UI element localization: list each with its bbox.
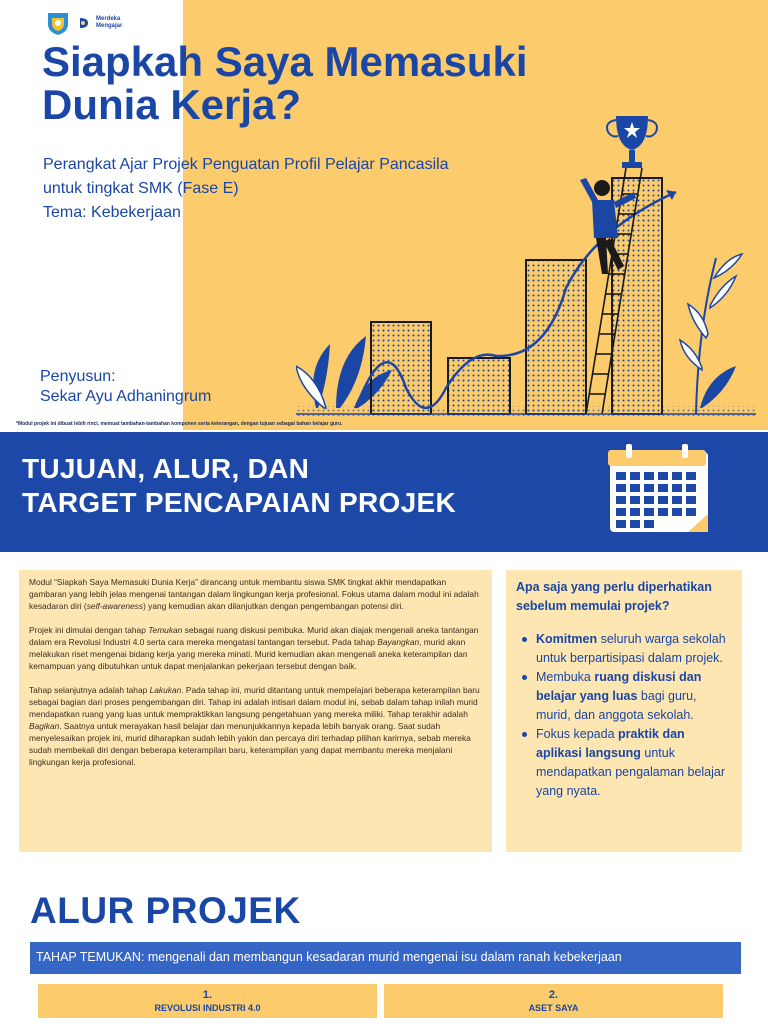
author-name: Sekar Ayu Adhaningrum — [40, 388, 212, 405]
checklist-question: Apa saja yang perlu diperhatikan sebelum memulai projek? — [516, 580, 712, 613]
page-title: Siapkah Saya Memasuki Dunia Kerja? — [42, 38, 528, 128]
tahap-temukan-bar: TAHAP TEMUKAN: mengenali dan membangun kesadaran murid mengenai isu dalam ranah kebekerjaan — [30, 942, 741, 974]
logo-text: Merdeka Mengajar — [96, 16, 123, 29]
step-number: 2. — [548, 989, 559, 1001]
section-banner — [0, 432, 768, 552]
author-block — [40, 367, 211, 407]
trophy-icon — [607, 116, 657, 168]
section-title — [22, 452, 456, 520]
logo-group — [44, 10, 126, 36]
footnote: *Modul projek ini dibuat lebih rinci, memuat tambahan-tambahan komponen serta keterangan, dengan tujuan sebagai bahan belajar guru. — [16, 421, 343, 427]
subtitle-line: Perangkat Ajar Projek Penguatan Profil Pelajar Pancasila — [43, 156, 449, 173]
plant-right-icon — [680, 254, 742, 414]
description-paragraph: Tahap selanjutnya adalah tahap Lakukan. Pada tahap ini, murid ditantang untuk mempelajari beberapa keterampilan baru sebagai bagian dari proses pengembangan diri. Tahap ini adalah intisari dalam modul ini, sebab dalam tahap inilah murid mendapatkan ruang yang luas untuk mempraktikkan langsung pengetahuan yang mereka miliki. Tahap terakhir adalah Bagikan. Saatnya untuk merayakan hasil belajar dan menunjukkannya kepada lebih banyak orang. Saat sudah menyelesaikan projek ini, murid diharapkan sudah lebih yakin dan percaya diri terhadap pilihan karirnya, sebab mereka sudah membekali diri dengan beberapa keterampilan baru, keterampilan yang dapat membantu mereka menjalani lingkungan kerja profesional. — [29, 685, 480, 767]
tut-wuri-emblem-icon — [44, 10, 72, 36]
bullet-icon — [522, 637, 527, 642]
step-name: ASET SAYA — [528, 1003, 579, 1013]
section-title-line: TARGET PENCAPAIAN PROJEK — [22, 487, 456, 518]
calendar-icon — [604, 444, 714, 536]
section-title-line: TUJUAN, ALUR, DAN — [22, 453, 310, 484]
list-item: Membuka ruang diskusi dan belajar yang luas bagi guru, murid, dan anggota sekolah. — [516, 668, 732, 725]
list-item: Fokus kepada praktik dan aplikasi langsung untuk mendapatkan pengalaman belajar yang nyata. — [516, 725, 732, 801]
step-number: 1. — [202, 989, 213, 1001]
project-description — [19, 570, 492, 852]
bullet-icon — [522, 675, 527, 680]
step-card — [38, 984, 377, 1018]
list-item: Komitmen seluruh warga sekolah untuk berpartisipasi dalam projek. — [516, 630, 732, 668]
preparation-checklist — [506, 570, 742, 852]
career-growth-illustration — [296, 108, 756, 420]
alur-projek-title: ALUR PROJEK — [30, 890, 301, 931]
subtitle-line: Tema: Kebekerjaan — [43, 204, 181, 221]
step-card — [384, 984, 723, 1018]
hero-section — [0, 0, 768, 430]
merdeka-mengajar-icon — [78, 16, 90, 30]
bullet-icon — [522, 732, 527, 737]
step-name: REVOLUSI INDUSTRI 4.0 — [154, 1003, 261, 1013]
description-paragraph: Projek ini dimulai dengan tahap Temukan sebagai ruang diskusi pembuka. Murid akan diajak mengenali aneka tantangan dalam era Revolusi Industri 4.0 serta cara mereka mengatasi tantangan tersebut. Pada tahap Bayangkan, murid akan melakukan riset mengenai bidang kerja yang mereka minati. Murid kemudian akan mengenali aneka keterampilan dan kemampuan yang dibutuhkan untuk dapat menjalankan pekerjaan tersebut dengan baik. — [29, 625, 479, 671]
author-label: Penyusun: — [40, 368, 116, 385]
subtitle-line: untuk tingkat SMK (Fase E) — [43, 180, 239, 197]
checklist-list — [516, 630, 732, 801]
description-paragraph: Modul “Siapkah Saya Memasuki Dunia Kerja” dirancang untuk membantu siswa SMK tingkat akhir mendapatkan gambaran yang lebih jelas mengenai tantangan dalam lingkungan kerja profesional. Fokus utama dalam modul ini adalah kesadaran diri (self-awareness) yang kemudian akan dilanjutkan dengan pengembangan potensi diri. — [29, 577, 479, 611]
